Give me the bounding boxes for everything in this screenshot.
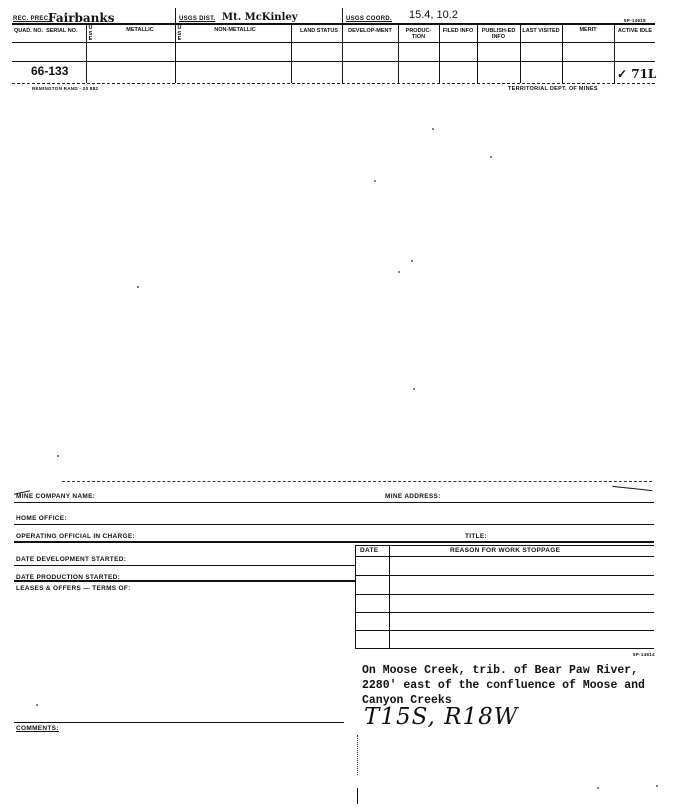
handwritten-township-range: T15S, R18W — [364, 704, 519, 730]
active-idle-header: ACTIVE IDLE — [617, 28, 653, 34]
location-note-line-2: 2280' east of the confluence of Moose and — [362, 679, 645, 692]
filed-info-header: FILED INFO — [442, 28, 474, 34]
home-office-label: HOME OFFICE: — [16, 515, 67, 522]
use-metallic-header: U S E — [88, 25, 93, 42]
merit-header: MERIT — [579, 27, 597, 33]
usgs-dist-label: USGS DIST. — [179, 16, 216, 22]
printer-mark: REMINGTON RAND - 20 882 — [32, 86, 99, 91]
quad-serial-value: 66-133 — [31, 64, 69, 78]
tear-line — [62, 481, 652, 482]
usgs-dist-value: Mt. McKinley — [222, 12, 298, 23]
location-note-line-3: Canyon Creeks — [362, 694, 452, 707]
title-label: TITLE: — [465, 533, 488, 540]
rec-prec-value: Fairbanks — [48, 11, 115, 25]
date-column-header: DATE — [360, 547, 379, 554]
quad-serial-header: QUAD. NO. SERIAL NO. — [14, 28, 78, 34]
usgs-coord-value: 15.4, 10.2 — [409, 9, 458, 21]
non-metallic-header: NON-METALLIC — [214, 27, 256, 33]
last-visited-header: LAST VISITED — [522, 28, 560, 34]
reason-column-header: REASON FOR WORK STOPPAGE — [450, 547, 561, 554]
land-status-header: LAND STATUS — [300, 28, 338, 34]
record-rule — [12, 61, 655, 62]
header-rule — [12, 23, 655, 25]
form-number-2: 5P-14614 — [633, 652, 655, 657]
card-bottom-rule — [12, 83, 655, 84]
leases-offers-label: LEASES & OFFERS — TERMS OF: — [16, 585, 131, 592]
date-development-started-label: DATE DEVELOPMENT STARTED: — [16, 556, 127, 563]
use-nonmetallic-header: U S E — [177, 25, 182, 42]
comments-label: COMMENTS: — [16, 725, 59, 732]
operating-official-label: OPERATING OFFICIAL IN CHARGE: — [16, 533, 135, 540]
department-name: TERRITORIAL DEPT. OF MINES — [508, 86, 598, 92]
location-note-line-1: On Moose Creek, trib. of Bear Paw River, — [362, 664, 639, 677]
metallic-header: METALLIC — [126, 27, 154, 33]
date-production-started-label: DATE PRODUCTION STARTED: — [16, 574, 121, 581]
mine-company-name-label: MINE COMPANY NAME: — [16, 493, 96, 500]
published-info-header: PUBLISH-ED INFO — [481, 28, 516, 40]
development-header: DEVELOP-MENT — [348, 28, 392, 34]
form-number: 5P-14618 — [624, 18, 646, 23]
rec-prec-label: REC. PREC. — [13, 16, 51, 22]
production-header: PRODUC-TION — [405, 28, 432, 40]
usgs-coord-label: USGS COORD. — [346, 16, 392, 22]
mine-address-label: MINE ADDRESS: — [385, 493, 441, 500]
active-idle-value: ✓ 71L — [617, 67, 657, 81]
column-header-rule — [12, 42, 655, 43]
